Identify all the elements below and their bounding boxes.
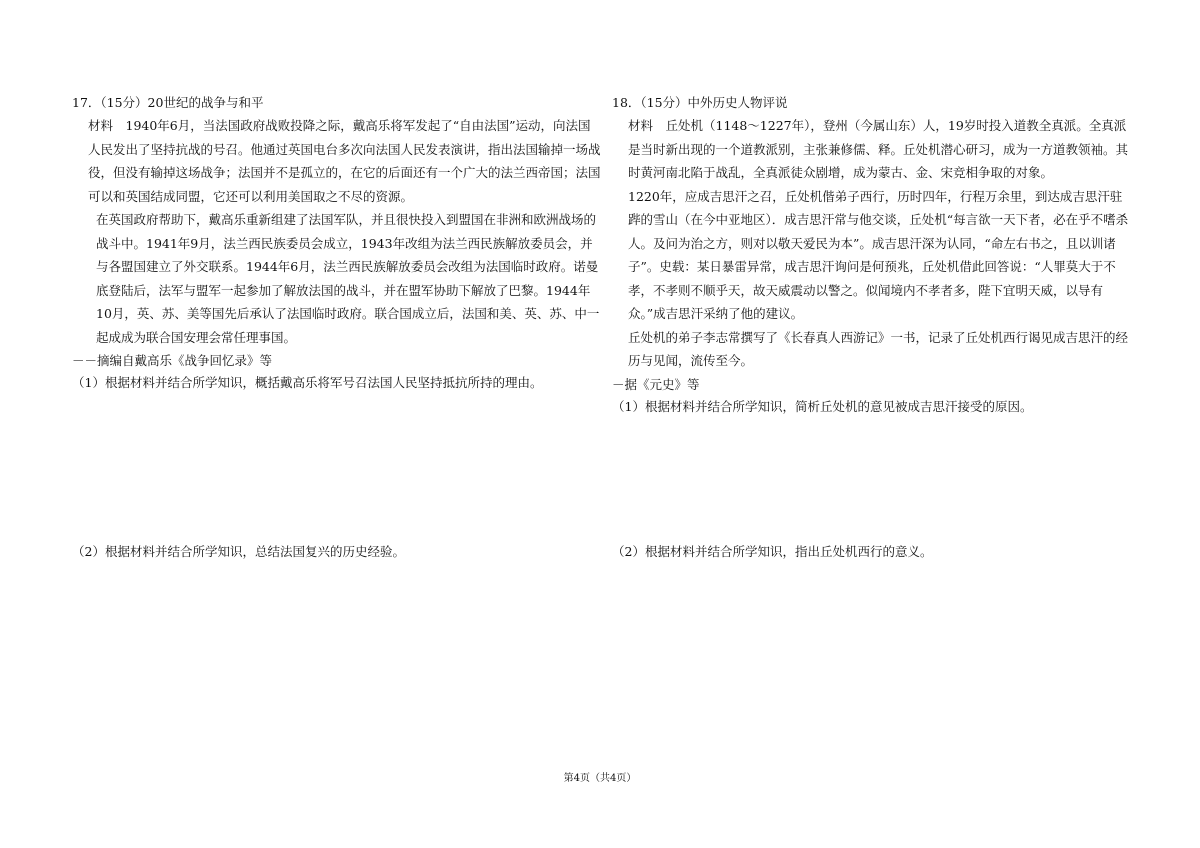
question-17-title: 17．（15分）20世纪的战争与和平 (72, 95, 264, 110)
question-18-material-1: 材料 丘处机（1148～1227年），登州（今属山东）人，19岁时投入道教全真派。全真派是当时新出现的一个道教派别，主张兼修儒、释。丘处机潜心研习，成为一方道教领袖。其时黄河南北陷于战乱，全真派徒众剧增，成为蒙古、金、宋竞相争取的对象。 (628, 118, 1129, 180)
question-17-source: －－摘编自戴高乐《战争回忆录》等 (72, 353, 273, 368)
question-18-title: 18．（15分）中外历史人物评说 (612, 95, 788, 110)
question-17-material-1: 材料 1940年6月，当法国政府战败投降之际，戴高乐将军发起了“自由法国”运动，向法国人民发出了坚持抗战的号召。他通过英国电台多次向法国人民发表演讲，指出法国输掉一场战役，但没有输掉这场战争；法国并不是孤立的，在它的后面还有一个广大的法兰西帝国；法国可以和英国结成同盟，它还可以利用美国取之不尽的资源。 (88, 118, 601, 204)
page-number: 第4页（共4页） (563, 773, 637, 784)
question-18-source: －据《元史》等 (612, 376, 700, 392)
question-18-part-1: （1）根据材料并结合所学知识，简析丘处机的意见被成吉思汗接受的原因。 (612, 398, 1033, 414)
question-17-material-2: 在英国政府帮助下，戴高乐重新组建了法国军队，并且很快投入到盟国在非洲和欧洲战场的战斗中。1941年9月，法兰西民族委员会成立，1943年改组为法兰西民族解放委员会，并与各盟国建立了外交联系。1944年6月，法兰西民族解放委员会改组为法国临时政府。诺曼底登陆后，法军与盟军一起参加了解放法国的战斗，并在盟军协助下解放了巴黎。1944年10月，英、苏、美等国先后承认了法国临时政府。联合国成立后，法国和美、英、苏、中一起成成为联合国安理会常任理事国。 (96, 212, 600, 345)
question-18-part-2: （2）根据材料并结合所学知识，指出丘处机西行的意义。 (612, 544, 933, 559)
question-17-part-2: （2）根据材料并结合所学知识，总结法国复兴的历史经验。 (72, 544, 405, 559)
question-17-part-1: （1）根据材料并结合所学知识，概括戴高乐将军号召法国人民坚持抵抗所持的理由。 (72, 375, 543, 390)
question-18-material-2: 1220年，应成吉思汗之召，丘处机偕弟子西行，历时四年，行程万余里，到达成吉思汗驻跸的雪山（在今中亚地区）．成吉思汗常与他交谈，丘处机“每言欲一天下者，必在乎不嗜杀人。及问为治之方，则对以敬天爱民为本”。成吉思汗深为认同，“命左右书之，且以训诸子”。史载：某日暴雷异常，成吉思汗询问是何预兆，丘处机借此回答说：“人罪莫大于不孝，不孝则不顺乎天，故天威震动以警之。似闻境内不孝者多，陛下宜明天威，以导有众。”成吉思汗采纳了他的建议。 (628, 188, 1129, 321)
question-18 (612, 92, 1132, 418)
question-17 (72, 92, 602, 394)
question-18-material-3: 丘处机的弟子李志常撰写了《长春真人西游记》一书，记录了丘处机西行谒见成吉思汗的经历与见闻，流传至今。 (628, 329, 1129, 368)
page-footer (0, 772, 1200, 786)
